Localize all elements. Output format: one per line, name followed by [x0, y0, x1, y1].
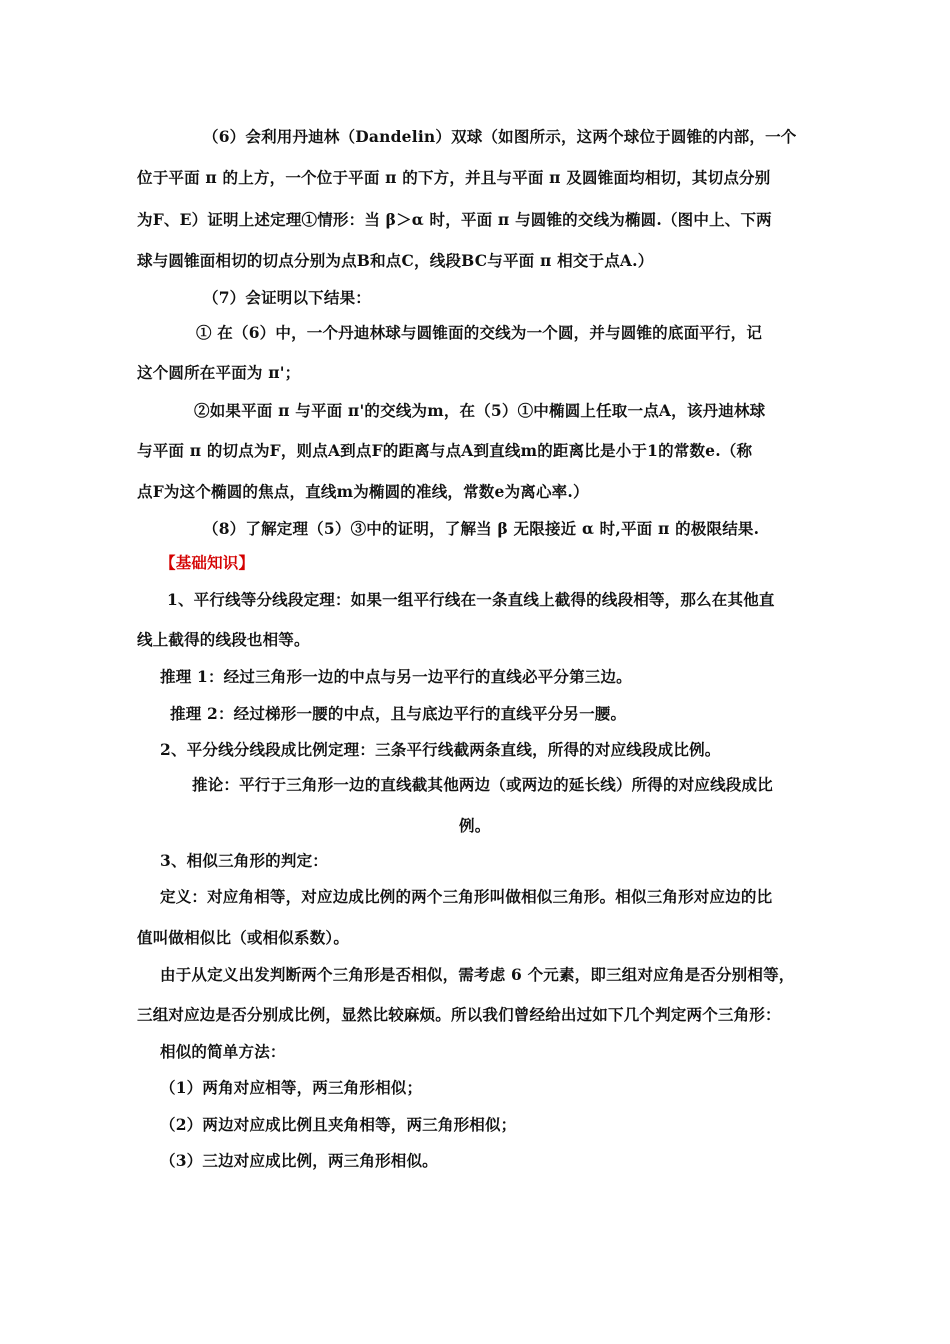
text-line: 2、平分线分线段成比例定理：三条平行线截两条直线，所得的对应线段成比例。	[160, 740, 721, 759]
text-line: 3、相似三角形的判定：	[160, 851, 328, 870]
text-line: （7）会证明以下结果：	[203, 288, 371, 307]
text-line: 例。	[459, 816, 491, 835]
text-line: （8）了解定理（5）③中的证明，了解当 β 无限接近 α 时,平面 π 的极限结果.	[203, 519, 760, 538]
text-line: 值叫做相似比（或相似系数）。	[137, 928, 350, 947]
text-line: （6）会利用丹迪林（Dandelin）双球（如图所示，这两个球位于圆锥的内部，一个	[203, 127, 797, 146]
text-line: 线上截得的线段也相等。	[137, 630, 310, 649]
section-heading: 【基础知识】	[160, 553, 255, 572]
text-line: （2）两边对应成比例且夹角相等，两三角形相似；	[160, 1115, 517, 1134]
text-line: 三组对应边是否分别成比例，显然比较麻烦。所以我们曾经给出过如下几个判定两个三角形：	[137, 1005, 781, 1024]
text-line: 这个圆所在平面为 π'；	[137, 363, 301, 382]
text-line: （1）两角对应相等，两三角形相似；	[160, 1078, 423, 1097]
text-line: 为F、E）证明上述定理①情形：当 β＞α 时，平面 π 与圆锥的交线为椭圆.（图中上、下两	[137, 210, 772, 229]
text-line: （3）三边对应成比例，两三角形相似。	[160, 1151, 438, 1170]
text-line: 与平面 π 的切点为F，则点A到点F的距离与点A到直线m的距离比是小于1的常数e.（称	[137, 441, 753, 460]
text-line: 推理 1：经过三角形一边的中点与另一边平行的直线必平分第三边。	[160, 667, 632, 686]
text-line: 点F为这个椭圆的焦点，直线m为椭圆的准线，常数e为离心率.）	[137, 482, 589, 501]
text-line: 由于从定义出发判断两个三角形是否相似，需考虑 6 个元素，即三组对应角是否分别相等，	[160, 965, 795, 984]
text-line: 1、平行线等分线段定理：如果一组平行线在一条直线上截得的线段相等，那么在其他直	[167, 590, 775, 609]
text-line: 位于平面 π 的上方，一个位于平面 π 的下方，并且与平面 π 及圆锥面均相切，其切点分别	[137, 168, 771, 187]
text-line: 推论：平行于三角形一边的直线截其他两边（或两边的延长线）所得的对应线段成比	[192, 775, 773, 794]
text-line: ① 在（6）中，一个丹迪林球与圆锥面的交线为一个圆，并与圆锥的底面平行，记	[196, 323, 763, 342]
text-line: 定义：对应角相等，对应边成比例的两个三角形叫做相似三角形。相似三角形对应边的比	[160, 887, 773, 906]
text-line: 相似的简单方法：	[160, 1042, 286, 1061]
text-line: 球与圆锥面相切的切点分别为点B和点C，线段BC与平面 π 相交于点A.）	[137, 251, 654, 270]
text-line: ②如果平面 π 与平面 π'的交线为m，在（5）①中椭圆上任取一点A，该丹迪林球	[194, 401, 766, 420]
text-line: 推理 2：经过梯形一腰的中点，且与底边平行的直线平分另一腰。	[170, 704, 627, 723]
